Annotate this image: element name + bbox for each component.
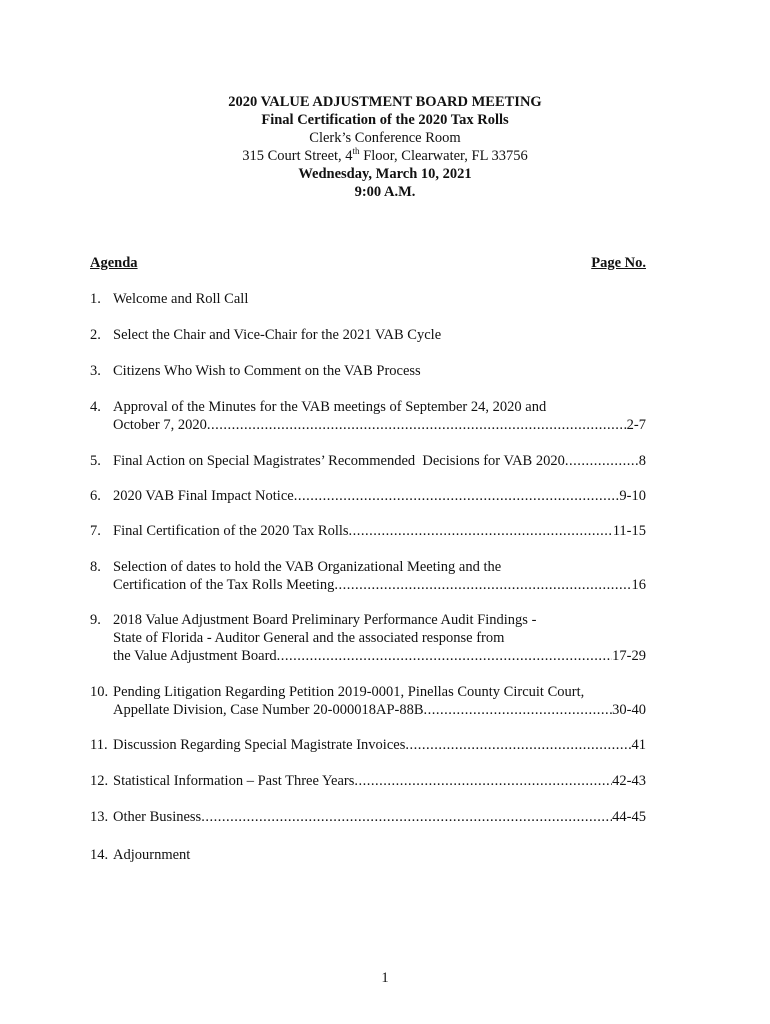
agenda-item-9: 9. 2018 Value Adjustment Board Preliminary Performance Audit Findings - State of Florida - Auditor General and the associated response from the Value Adjustment Board ..... 17-29 [90, 611, 646, 665]
meeting-address: 315 Court Street, 4th Floor, Clearwater, FL 33756 [242, 146, 528, 164]
agenda-item-7: 7. Final Certification of the 2020 Tax Rolls ..... 11-15 [90, 522, 646, 540]
page-column-label: Page No. [591, 255, 646, 271]
agenda-item-11: 11. Discussion Regarding Special Magistrate Invoices ..... 41 [90, 736, 646, 754]
agenda-column-label: Agenda [90, 255, 138, 271]
page-ref: 17-29 [612, 648, 646, 664]
meeting-room: Clerk’s Conference Room [309, 130, 461, 146]
page-ref: 8 [638, 453, 646, 469]
page-ref: 30-40 [612, 702, 646, 718]
page-ref: 9-10 [619, 488, 646, 504]
page-number: 1 [381, 970, 389, 986]
agenda-item-13: 13. Other Business ..... 44-45 [90, 808, 646, 826]
meeting-subtitle: Final Certification of the 2020 Tax Rolls [261, 112, 509, 128]
agenda-item-2: 2. Select the Chair and Vice-Chair for the 2021 VAB Cycle [90, 327, 442, 343]
agenda-item-1: 1. Welcome and Roll Call [90, 291, 249, 307]
page-ref: 11-15 [612, 523, 646, 539]
page-ref: 16 [631, 577, 646, 593]
agenda-item-10: 10. Pending Litigation Regarding Petition 2019-0001, Pinellas County Circuit Court, Appellate Division, Case Number 20-000018AP-88B ..... 30-40 [90, 683, 646, 719]
meeting-time: 9:00 A.M. [354, 184, 416, 200]
page-ref: 42-43 [612, 773, 646, 789]
agenda-item-4: 4. Approval of the Minutes for the VAB meetings of September 24, 2020 and October 7, 2020 ..... 2-7 [90, 398, 646, 434]
agenda-item-6: 6. 2020 VAB Final Impact Notice ..... 9-10 [90, 487, 646, 505]
agenda-item-14: 14. Adjournment [90, 847, 191, 863]
agenda-item-3: 3. Citizens Who Wish to Comment on the VAB Process [90, 363, 421, 379]
agenda-item-8: 8. Selection of dates to hold the VAB Organizational Meeting and the Certification of the Tax Rolls Meeting ..... 16 [90, 558, 646, 594]
meeting-title: 2020 VALUE ADJUSTMENT BOARD MEETING [228, 94, 542, 110]
agenda-item-5: 5. Final Action on Special Magistrates’ Recommended Decisions for VAB 2020 ..... 8 [90, 452, 646, 470]
page-ref: 2-7 [626, 417, 646, 433]
meeting-date: Wednesday, March 10, 2021 [298, 166, 472, 182]
agenda-item-12: 12. Statistical Information – Past Three Years ..... 42-43 [90, 772, 646, 790]
page-ref: 44-45 [612, 809, 646, 825]
page-ref: 41 [631, 737, 646, 753]
document-header [0, 93, 770, 201]
